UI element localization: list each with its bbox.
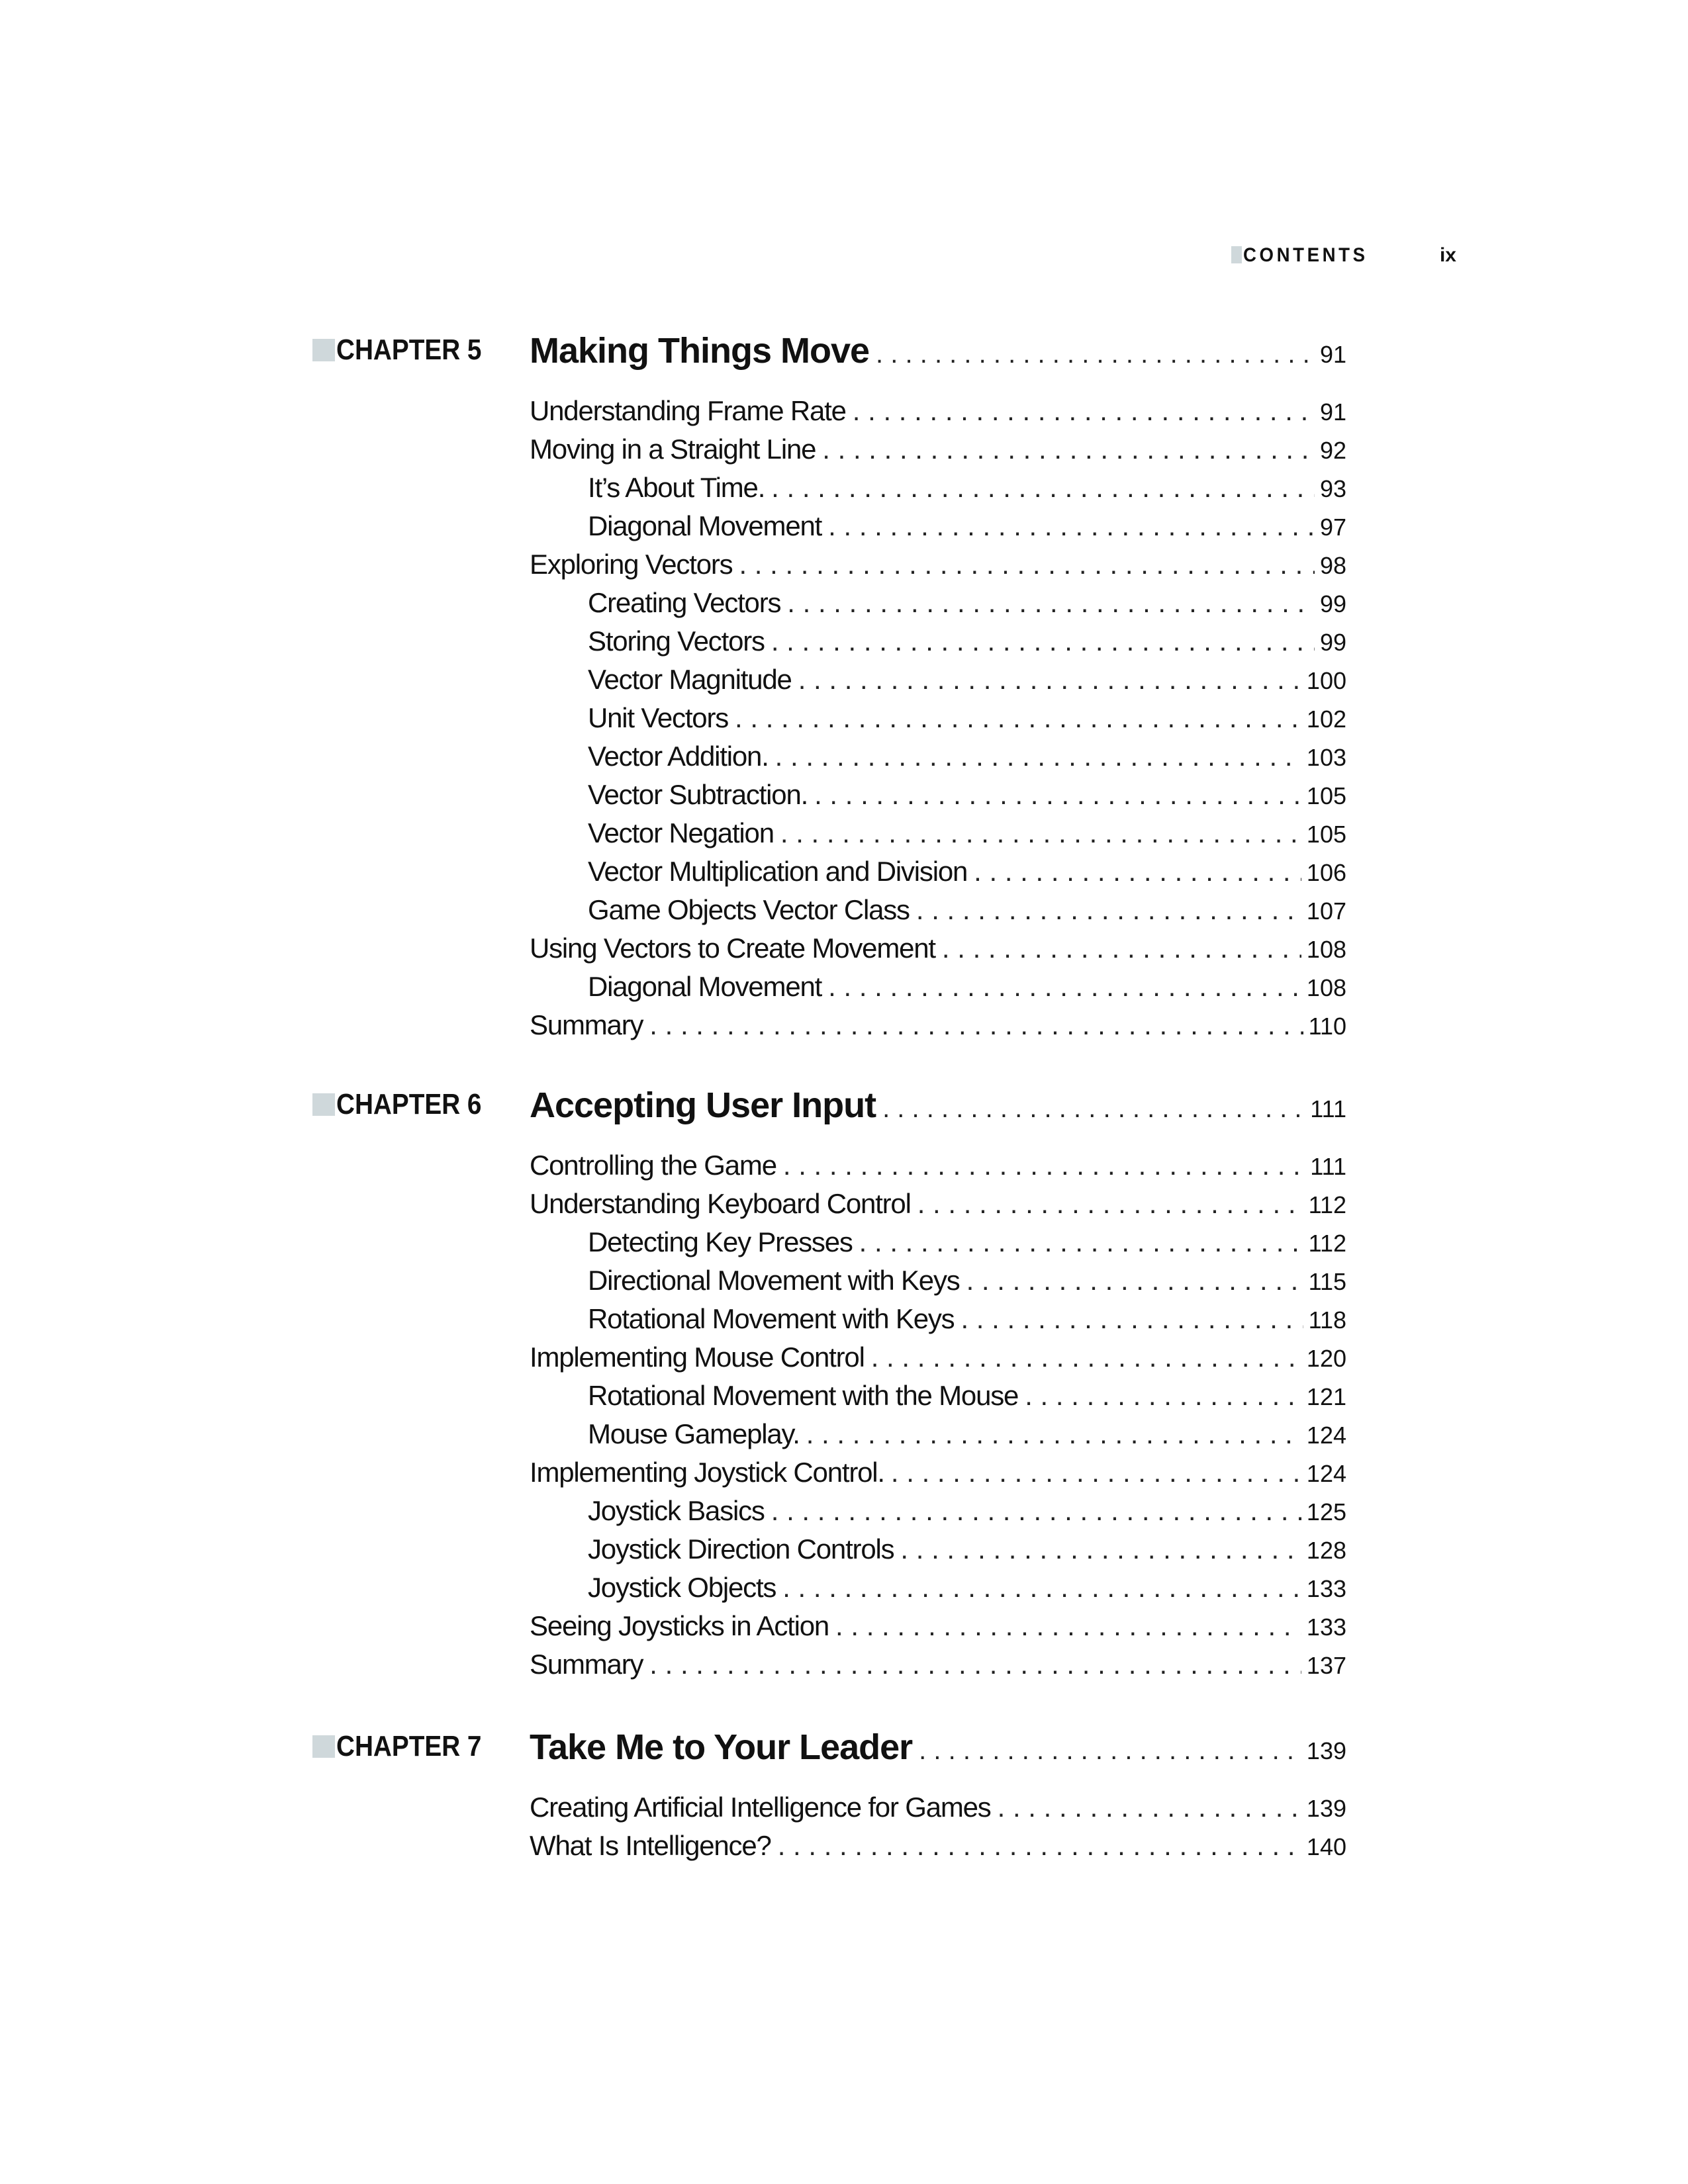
toc-subsection-entry[interactable] bbox=[588, 660, 1346, 699]
entry-title: Moving in a Straight Line bbox=[530, 433, 816, 465]
entry-title: Summary bbox=[530, 1649, 643, 1680]
toc-subsection-entry[interactable] bbox=[588, 891, 1346, 929]
dot-leader bbox=[974, 852, 1301, 891]
entry-page-number: 137 bbox=[1306, 1652, 1346, 1679]
entry-page-number: 102 bbox=[1306, 705, 1346, 733]
chapter-marker bbox=[312, 339, 335, 361]
entry-page-number: 91 bbox=[1319, 398, 1346, 426]
entry-title: Joystick Objects bbox=[588, 1572, 776, 1603]
entry-title: Vector Subtraction. bbox=[588, 779, 808, 810]
dot-leader bbox=[853, 392, 1315, 430]
entry-title: Creating Artificial Intelligence for Games bbox=[530, 1792, 991, 1823]
entry-title: Summary bbox=[530, 1009, 643, 1040]
entry-title: Joystick Direction Controls bbox=[588, 1533, 894, 1565]
chapter-page-number: 111 bbox=[1310, 1095, 1346, 1122]
toc-section-entry[interactable] bbox=[530, 1607, 1346, 1645]
chapter-marker bbox=[312, 1093, 335, 1116]
dot-leader bbox=[998, 1788, 1301, 1827]
page-number: ix bbox=[1439, 244, 1456, 266]
entry-page-number: 128 bbox=[1306, 1537, 1346, 1564]
toc-section-entry[interactable] bbox=[530, 1338, 1346, 1377]
entry-page-number: 105 bbox=[1306, 782, 1346, 809]
entry-page-number: 111 bbox=[1310, 1153, 1346, 1180]
toc-section-entry[interactable] bbox=[530, 929, 1346, 968]
entry-title: Storing Vectors bbox=[588, 625, 765, 657]
entry-page-number: 107 bbox=[1306, 897, 1346, 925]
toc-subsection-entry[interactable] bbox=[588, 776, 1346, 814]
entry-page-number: 99 bbox=[1319, 590, 1346, 617]
chapter-number: CHAPTER 6 bbox=[336, 1088, 482, 1120]
dot-leader bbox=[782, 1569, 1301, 1607]
dot-leader bbox=[828, 968, 1301, 1006]
entry-title: It’s About Time. bbox=[588, 472, 765, 503]
toc-subsection-entry[interactable] bbox=[588, 1377, 1346, 1415]
entry-page-number: 98 bbox=[1319, 552, 1346, 579]
chapter-number: CHAPTER 5 bbox=[336, 334, 482, 366]
toc-section-entry[interactable] bbox=[530, 545, 1346, 584]
entry-title: Controlling the Game bbox=[530, 1150, 776, 1181]
entry-title: Unit Vectors bbox=[588, 702, 729, 733]
toc-subsection-entry[interactable] bbox=[588, 699, 1346, 737]
chapter-page-number: 91 bbox=[1319, 341, 1346, 368]
dot-leader bbox=[822, 430, 1315, 469]
chapter-marker bbox=[312, 1735, 335, 1758]
dot-leader bbox=[814, 776, 1301, 814]
entry-title: Understanding Frame Rate bbox=[530, 395, 846, 426]
dot-leader bbox=[900, 1530, 1301, 1569]
entry-title: What Is Intelligence? bbox=[530, 1830, 771, 1861]
entry-title: Vector Multiplication and Division bbox=[588, 856, 968, 887]
entry-page-number: 139 bbox=[1306, 1795, 1346, 1822]
entry-title: Mouse Gameplay. bbox=[588, 1418, 800, 1449]
dot-leader bbox=[942, 929, 1301, 968]
chapter-page-number: 139 bbox=[1306, 1737, 1346, 1764]
toc-subsection-entry[interactable] bbox=[588, 814, 1346, 852]
entry-title: Directional Movement with Keys bbox=[588, 1265, 960, 1296]
chapter-title: Take Me to Your Leader bbox=[530, 1727, 913, 1767]
entry-page-number: 112 bbox=[1308, 1191, 1346, 1218]
dot-leader bbox=[798, 660, 1301, 699]
dot-leader bbox=[778, 1827, 1301, 1865]
entry-page-number: 133 bbox=[1306, 1575, 1346, 1602]
toc-section-entry[interactable] bbox=[530, 1453, 1346, 1492]
dot-leader bbox=[917, 1185, 1303, 1223]
dot-leader bbox=[828, 507, 1315, 545]
chapter-title: Accepting User Input bbox=[530, 1085, 876, 1125]
entry-title: Implementing Mouse Control bbox=[530, 1342, 865, 1373]
entry-title: Vector Addition. bbox=[588, 741, 769, 772]
toc-subsection-entry[interactable] bbox=[588, 1492, 1346, 1530]
dot-leader bbox=[649, 1006, 1303, 1044]
dot-leader bbox=[835, 1607, 1301, 1645]
dot-leader bbox=[876, 334, 1315, 374]
entry-page-number: 108 bbox=[1306, 974, 1346, 1001]
dot-leader bbox=[961, 1300, 1303, 1338]
entry-page-number: 121 bbox=[1306, 1383, 1346, 1410]
entry-page-number: 97 bbox=[1319, 514, 1346, 541]
toc-subsection-entry[interactable] bbox=[588, 1415, 1346, 1453]
entry-page-number: 118 bbox=[1308, 1306, 1346, 1334]
toc-section-entry[interactable] bbox=[530, 392, 1346, 430]
toc-section-entry[interactable] bbox=[530, 1006, 1346, 1044]
dot-leader bbox=[916, 891, 1301, 929]
entry-page-number: 99 bbox=[1319, 629, 1346, 656]
dot-leader bbox=[771, 469, 1315, 507]
entry-page-number: 124 bbox=[1306, 1460, 1346, 1487]
entry-title: Diagonal Movement bbox=[588, 510, 822, 541]
dot-leader bbox=[775, 737, 1301, 776]
entry-page-number: 93 bbox=[1319, 475, 1346, 502]
entry-title: Diagonal Movement bbox=[588, 971, 822, 1002]
toc-section-entry[interactable] bbox=[530, 1146, 1346, 1185]
toc-subsection-entry[interactable] bbox=[588, 852, 1346, 891]
entry-title: Understanding Keyboard Control bbox=[530, 1188, 911, 1219]
toc-section-entry[interactable] bbox=[530, 1827, 1346, 1865]
entry-page-number: 115 bbox=[1308, 1268, 1346, 1295]
toc-section-entry[interactable] bbox=[530, 430, 1346, 469]
dot-leader bbox=[780, 814, 1301, 852]
entry-page-number: 133 bbox=[1306, 1614, 1346, 1641]
chapter-title-line[interactable] bbox=[530, 331, 1346, 375]
entry-title: Joystick Basics bbox=[588, 1495, 765, 1526]
toc-subsection-entry[interactable] bbox=[588, 1223, 1346, 1261]
entry-page-number: 110 bbox=[1308, 1013, 1346, 1040]
toc-section-entry[interactable] bbox=[530, 1185, 1346, 1223]
toc-subsection-entry[interactable] bbox=[588, 584, 1346, 622]
dot-leader bbox=[735, 699, 1301, 737]
entry-title: Detecting Key Presses bbox=[588, 1226, 853, 1257]
entry-title: Exploring Vectors bbox=[530, 549, 733, 580]
entry-page-number: 120 bbox=[1306, 1345, 1346, 1372]
entry-page-number: 103 bbox=[1306, 744, 1346, 771]
toc-subsection-entry[interactable] bbox=[588, 1300, 1346, 1338]
running-head-marker bbox=[1231, 246, 1242, 263]
dot-leader bbox=[739, 545, 1315, 584]
toc-section-entry[interactable] bbox=[530, 1788, 1346, 1827]
entry-page-number: 108 bbox=[1306, 936, 1346, 963]
toc-subsection-entry[interactable] bbox=[588, 1569, 1346, 1607]
toc-subsection-entry[interactable] bbox=[588, 1530, 1346, 1569]
entry-title: Vector Negation bbox=[588, 817, 774, 848]
dot-leader bbox=[783, 1146, 1305, 1185]
dot-leader bbox=[882, 1089, 1305, 1128]
dot-leader bbox=[859, 1223, 1303, 1261]
dot-leader bbox=[919, 1731, 1301, 1770]
chapter-title-line[interactable] bbox=[530, 1727, 1346, 1771]
entry-title: Game Objects Vector Class bbox=[588, 894, 910, 925]
entry-page-number: 92 bbox=[1319, 437, 1346, 464]
chapter-title-line[interactable] bbox=[530, 1085, 1346, 1129]
dot-leader bbox=[806, 1415, 1301, 1453]
entry-title: Rotational Movement with Keys bbox=[588, 1303, 955, 1334]
entry-title: Vector Magnitude bbox=[588, 664, 792, 695]
entry-title: Seeing Joysticks in Action bbox=[530, 1610, 829, 1641]
entry-title: Implementing Joystick Control. bbox=[530, 1457, 884, 1488]
toc-subsection-entry[interactable] bbox=[588, 622, 1346, 660]
running-head bbox=[1231, 242, 1456, 269]
toc-subsection-entry[interactable] bbox=[588, 507, 1346, 545]
toc-subsection-entry[interactable] bbox=[588, 737, 1346, 776]
dot-leader bbox=[966, 1261, 1303, 1300]
running-head-label: CONTENTS bbox=[1243, 244, 1368, 266]
chapter-number: CHAPTER 7 bbox=[336, 1730, 482, 1762]
toc-subsection-entry[interactable] bbox=[588, 968, 1346, 1006]
dot-leader bbox=[891, 1453, 1301, 1492]
entry-title: Using Vectors to Create Movement bbox=[530, 933, 935, 964]
toc-subsection-entry[interactable] bbox=[588, 1261, 1346, 1300]
dot-leader bbox=[771, 1492, 1301, 1530]
entry-title: Rotational Movement with the Mouse bbox=[588, 1380, 1019, 1411]
toc-subsection-entry[interactable] bbox=[588, 469, 1346, 507]
dot-leader bbox=[787, 584, 1315, 622]
entry-page-number: 140 bbox=[1306, 1833, 1346, 1860]
entry-page-number: 100 bbox=[1306, 667, 1346, 694]
entry-page-number: 124 bbox=[1306, 1422, 1346, 1449]
toc-section-entry[interactable] bbox=[530, 1645, 1346, 1684]
entry-page-number: 105 bbox=[1306, 821, 1346, 848]
dot-leader bbox=[771, 622, 1315, 660]
entry-page-number: 125 bbox=[1306, 1498, 1346, 1525]
entry-title: Creating Vectors bbox=[588, 587, 781, 618]
dot-leader bbox=[649, 1645, 1301, 1684]
entry-page-number: 106 bbox=[1306, 859, 1346, 886]
dot-leader bbox=[871, 1338, 1301, 1377]
chapter-title: Making Things Move bbox=[530, 331, 870, 371]
entry-page-number: 112 bbox=[1308, 1230, 1346, 1257]
dot-leader bbox=[1025, 1377, 1301, 1415]
